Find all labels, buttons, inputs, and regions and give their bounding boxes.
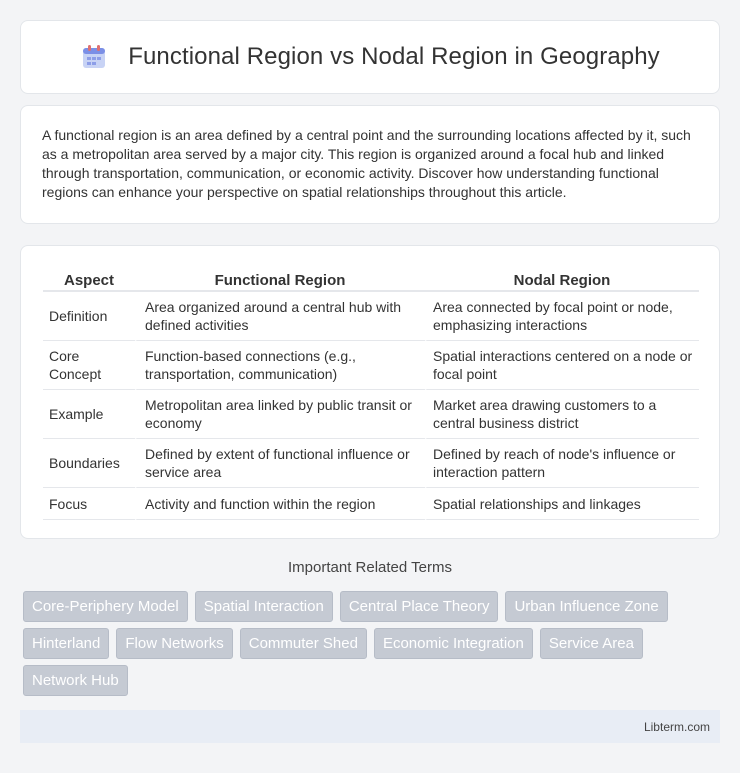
header-nodal: Nodal Region	[425, 266, 699, 292]
related-term-tag[interactable]: Urban Influence Zone	[505, 591, 667, 622]
cell-aspect: Core Concept	[43, 341, 135, 390]
related-term-tag[interactable]: Flow Networks	[116, 628, 232, 659]
related-terms-list	[23, 591, 723, 702]
cell-nodal: Spatial relationships and linkages	[425, 488, 699, 520]
intro-text: A functional region is an area defined by a central point and the surrounding locations affected by it, such as a metropolitan area served by a major city. This region is organized around a focal hub and linked through transportation, communication, or economic activity. Discover how understanding functional regions can enhance your perspective on spatial relationships throughout this article.	[42, 127, 691, 200]
page-title: Functional Region vs Nodal Region in Geography	[128, 43, 660, 70]
related-term-tag[interactable]: Network Hub	[23, 665, 128, 696]
cell-functional: Function-based connections (e.g., transportation, communication)	[135, 341, 425, 390]
header-aspect: Aspect	[43, 266, 135, 292]
related-term-tag[interactable]: Commuter Shed	[240, 628, 367, 659]
cell-aspect: Example	[43, 390, 135, 439]
cell-nodal: Area connected by focal point or node, emphasizing interactions	[425, 292, 699, 341]
related-terms-title: Important Related Terms	[288, 559, 452, 576]
cell-functional: Area organized around a central hub with defined activities	[135, 292, 425, 341]
cell-functional: Defined by extent of functional influence or service area	[135, 439, 425, 488]
header-card	[20, 20, 720, 94]
cell-nodal: Market area drawing customers to a central business district	[425, 390, 699, 439]
table-row	[43, 488, 699, 520]
table-row	[43, 390, 699, 439]
header-functional: Functional Region	[135, 266, 425, 292]
table-row	[43, 439, 699, 488]
calendar-icon	[80, 43, 108, 71]
related-term-tag[interactable]: Economic Integration	[374, 628, 533, 659]
cell-aspect: Boundaries	[43, 439, 135, 488]
related-term-tag[interactable]: Spatial Interaction	[195, 591, 333, 622]
footer	[20, 710, 720, 743]
cell-aspect: Focus	[43, 488, 135, 520]
cell-aspect: Definition	[43, 292, 135, 341]
cell-nodal: Spatial interactions centered on a node or focal point	[425, 341, 699, 390]
related-term-tag[interactable]: Core-Periphery Model	[23, 591, 188, 622]
table-row	[43, 341, 699, 390]
comparison-table-card	[20, 245, 720, 539]
related-term-tag[interactable]: Hinterland	[23, 628, 109, 659]
table-row	[43, 292, 699, 341]
related-term-tag[interactable]: Service Area	[540, 628, 643, 659]
cell-nodal: Defined by reach of node's influence or interaction pattern	[425, 439, 699, 488]
cell-functional: Activity and function within the region	[135, 488, 425, 520]
footer-site-link[interactable]: Libterm.com	[643, 719, 710, 734]
intro-card	[20, 105, 720, 224]
cell-functional: Metropolitan area linked by public transit or economy	[135, 390, 425, 439]
related-term-tag[interactable]: Central Place Theory	[340, 591, 499, 622]
comparison-table	[43, 266, 699, 520]
